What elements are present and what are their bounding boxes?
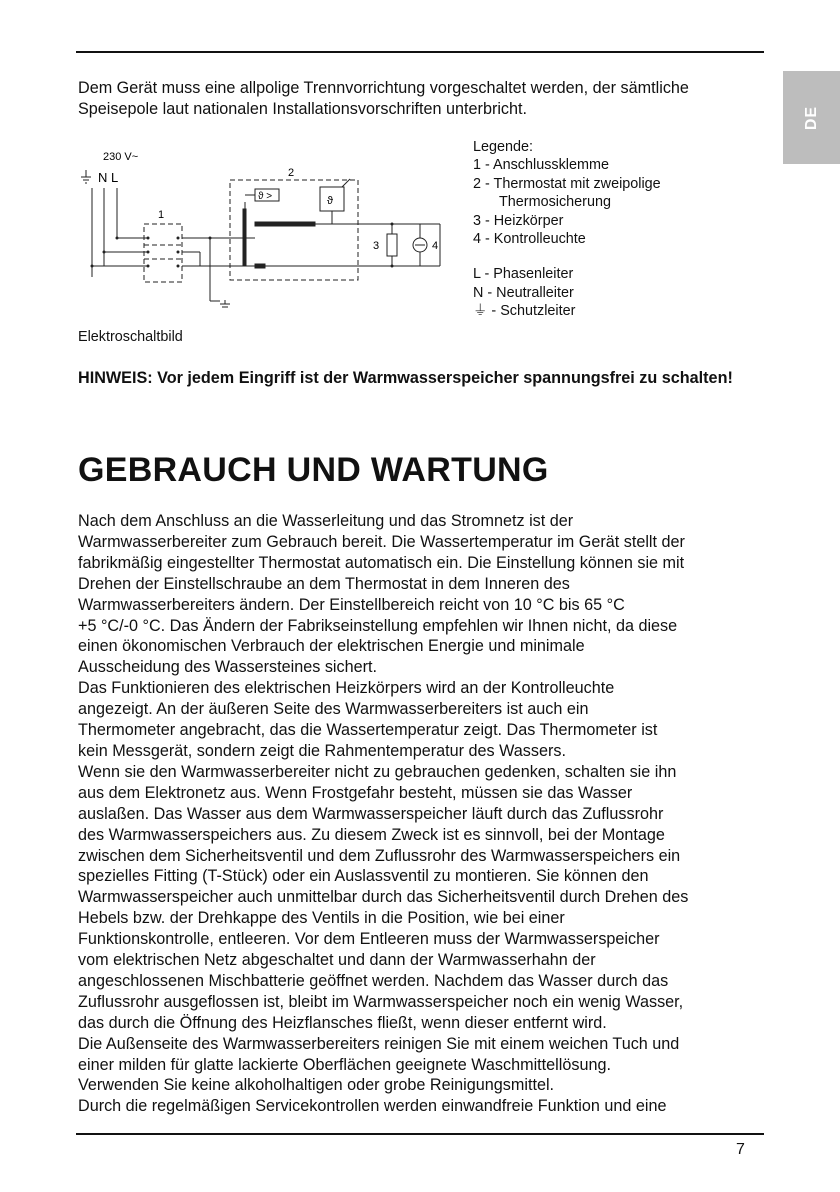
body-line: Thermometer angebracht, das die Wassertemperatur zeigt. Das Thermometer ist (78, 721, 658, 740)
body-line: Das Funktionieren des elektrischen Heizkörpers wird an der Kontrolleuchte (78, 679, 615, 698)
svg-text:ϑ: ϑ (327, 195, 334, 207)
legend-title: Legende: (473, 139, 534, 155)
diagram-label-4: 4 (432, 240, 439, 252)
body-line: Nach dem Anschluss an die Wasserleitung und das Stromnetz ist der (78, 512, 574, 530)
legend-item-ground (473, 302, 661, 320)
body-line: des Warmwasserspeichers aus. Zu diesem Zweck ist es sinnvoll, bei der Montage (78, 825, 665, 844)
body-line: Warmwasserbereiters ändern. Der Einstellbereich reicht von 10 °C bis 65 °C (78, 595, 625, 614)
body-line: spezielles Fitting (T-Stück) oder ein Auslassventil zu montieren. Sie können den (78, 867, 649, 886)
body-line: angezeigt. An der äußeren Seite des Warmwasserbereiters ist auch ein (78, 700, 589, 719)
legend-item: 4 - Kontrolleuchte (473, 231, 586, 248)
legend-item: L - Phasenleiter (473, 266, 574, 283)
svg-text:ϑ >: ϑ > (258, 191, 273, 202)
body-line: +5 °C/-0 °C. Das Ändern der Fabrikseinstellung empfehlen wir Ihnen nicht, da diese (78, 616, 678, 635)
legend-item: 1 - Anschlussklemme (473, 157, 609, 174)
diagram-label-1: 1 (158, 209, 165, 221)
legend-item: Thermosicherung (499, 194, 611, 211)
diagram-label-3: 3 (373, 240, 380, 252)
body-line: Ausscheidung des Wassersteines sichert. (78, 658, 378, 677)
body-line: kein Messgerät, sondern zeigt die Rahmentemperatur des Wassers. (78, 741, 566, 760)
body-line: aus dem Elektronetz aus. Wenn Frostgefahr besteht, müssen sie das Wasser (78, 783, 633, 802)
body-line: das durch die Öffnung des Heizflansches fließt, wenn dieser entfernt wird. (78, 1013, 607, 1032)
footer-rule (76, 1133, 764, 1135)
page-number: 7 (736, 1141, 745, 1158)
legend-item: N - Neutralleiter (473, 284, 574, 301)
body-line: vom elektrischen Netz abgeschaltet und dann der Warmwasserhahn der (78, 951, 596, 970)
language-tab-label: DE (802, 105, 820, 130)
body-line: Verwenden Sie keine alkoholhaltigen oder grobe Reinigungsmittel. (78, 1076, 555, 1095)
language-tab (783, 71, 840, 164)
legend-item: 3 - Heizkörper (473, 212, 564, 229)
body-line: Hebels bzw. der Drehkappe des Ventils in die Position, wie bei einer (78, 909, 565, 928)
body-line: Zuflussrohr ausgeflossen ist, bleibt im Warmwasserspeicher noch ein wenig Wasser, (78, 992, 684, 1011)
section-heading: GEBRAUCH UND WARTUNG (78, 451, 549, 489)
body-line: Wenn sie den Warmwasserbereiter nicht zu gebrauchen gedenken, schalten sie ihn (78, 762, 677, 781)
wiring-diagram (80, 142, 460, 322)
body-line: einer milden für glatte lackierte Oberflächen geeignete Waschmittellösung. (78, 1055, 611, 1074)
legend-item: 2 - Thermostat mit zweipolige (473, 175, 661, 192)
body-line: auslaßen. Das Wasser aus dem Warmwasserspeicher läuft durch das Zuflussrohr (78, 804, 664, 823)
body-line: Die Außenseite des Warmwasserbereiters reinigen Sie mit einem weichen Tuch und (78, 1034, 680, 1053)
body-line: Funktionskontrolle, entleeren. Vor dem Entleeren muss der Warmwasserspeicher (78, 930, 660, 949)
body-line: Warmwasserspeicher auch unmittelbar durch das Sicherheitsventil durch Drehen des (78, 888, 689, 907)
terminal-label: N L (98, 170, 119, 185)
diagram-legend (473, 138, 661, 321)
body-text (78, 511, 768, 1117)
body-line: Durch die regelmäßigen Servicekontrollen werden einwandfreie Funktion und eine (78, 1097, 667, 1116)
intro-paragraph: Dem Gerät muss eine allpolige Trennvorrichtung vorgeschaltet werden, der sämtliche Speisepole laut nationalen Installationsvorschriften unterbricht. (78, 79, 689, 118)
legend-item-label: - Schutzleiter (491, 303, 576, 320)
body-line: Warmwasserbereiter zum Gebrauch bereit. Die Wassertemperatur im Gerät stellt der (78, 532, 685, 551)
diagram-caption: Elektroschaltbild (78, 329, 183, 345)
body-line: angeschlossenen Mischbatterie geöffnet werden. Nachdem das Wasser durch das (78, 971, 669, 990)
body-line: zwischen dem Sicherheitsventil und dem Zuflussrohr des Warmwasserspeichers ein (78, 846, 681, 865)
body-line: Drehen der Einstellschraube an dem Thermostat in dem Inneren des (78, 574, 570, 593)
ground-icon: ⏚ (473, 303, 488, 320)
header-rule (76, 51, 764, 53)
body-line: einen ökonomischen Verbrauch der elektrischen Energie und minimale (78, 637, 585, 656)
body-line: fabrikmäßig eingestellter Thermostat automatisch ein. Die Einstellung können sie mit (78, 553, 685, 572)
warning-note: HINWEIS: Vor jedem Eingriff ist der Warmwasserspeicher spannungsfrei zu schalten! (78, 369, 733, 387)
voltage-label: 230 V~ (103, 151, 139, 163)
diagram-label-2: 2 (288, 167, 295, 179)
